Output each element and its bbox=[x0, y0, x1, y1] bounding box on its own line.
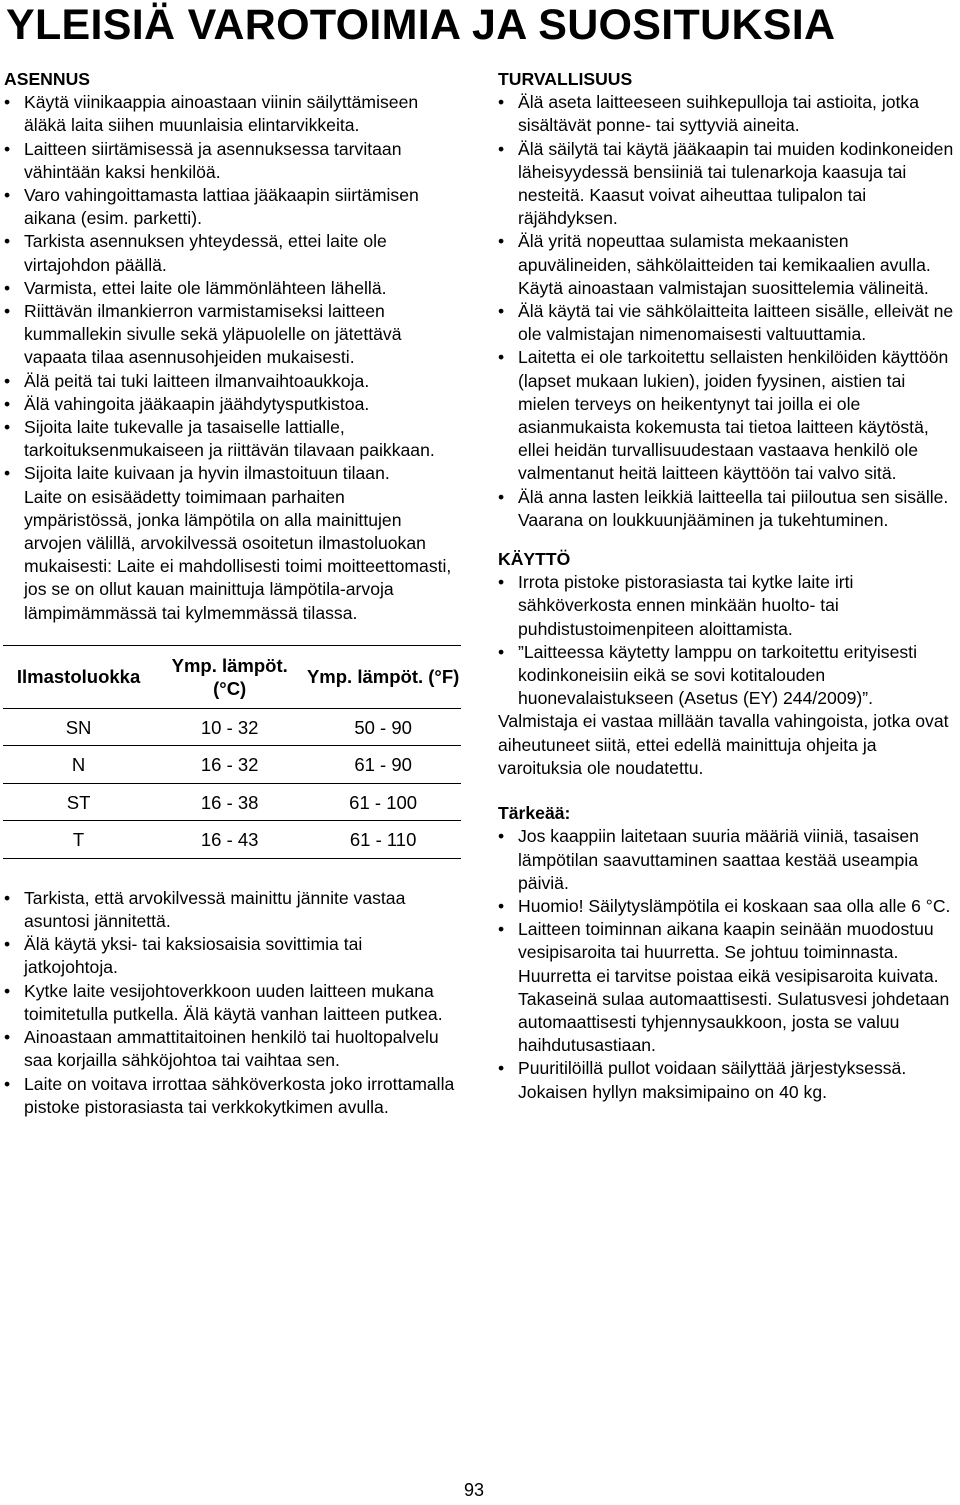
list-item: • Laitteen toiminnan aikana kaapin seinään muodostuu vesipisaroita tai huurretta. Se johtuu toiminnasta. Huurretta ei tarvitse poistaa eikä vesipisaroita kuivata. Takaseinä sulaa automaattisesti. Sulatusvesi johdetaan automaattisesti tyhjennysaukkoon, josta se valuu haihdutusastiaan. bbox=[498, 918, 960, 1057]
asennus-list bbox=[4, 91, 456, 485]
electrical-list bbox=[4, 887, 456, 1119]
kaytto-list bbox=[498, 571, 960, 710]
table-cell: 61 - 110 bbox=[305, 821, 461, 859]
column-header-climate-class: Ilmastoluokka bbox=[3, 645, 154, 708]
turvallisuus-list bbox=[498, 91, 960, 532]
list-item: • Huomio! Säilytyslämpötila ei koskaan saa olla alle 6 °C. bbox=[498, 895, 960, 918]
list-item: • Älä aseta laitteeseen suihkepulloja tai astioita, jotka sisältävät ponne- tai syttyviä aineita. bbox=[498, 91, 960, 137]
list-item: • Varo vahingoittamasta lattiaa jääkaapin siirtämisen aikana (esim. parketti). bbox=[4, 184, 456, 230]
liability-paragraph: Valmistaja ei vastaa millään tavalla vahingoista, jotka ovat aiheutuneet siitä, ettei edellä mainittuja ohjeita ja varoituksia ole noudatettu. bbox=[498, 711, 949, 778]
spacer bbox=[498, 780, 960, 802]
table-cell: 61 - 100 bbox=[305, 783, 461, 821]
left-column bbox=[4, 68, 460, 1119]
kaytto-heading: KÄYTTÖ bbox=[498, 549, 571, 570]
tarkeaa-list bbox=[498, 825, 960, 1103]
list-item: • Jos kaappiin laitetaan suuria määriä viiniä, tasaisen lämpötilan saavuttaminen saattaa kestää useampia päiviä. bbox=[498, 825, 960, 895]
list-item: • Älä säilytä tai käytä jääkaapin tai muiden kodinkoneiden läheisyydessä bensiiniä tai tulenarkoja kaasuja tai nesteitä. Kaasut voivat aiheuttaa tulipalon tai räjähdyksen. bbox=[498, 138, 960, 231]
list-item: • Riittävän ilmankierron varmistamiseksi laitteen kummallekin sivulle sekä yläpuolelle on jätettävä vapaata tilaa asennusohjeiden mukaisesti. bbox=[4, 300, 456, 370]
list-item: • Sijoita laite tukevalle ja tasaiselle lattialle, tarkoituksenmukaiseen ja riittävän tilavaan paikkaan. bbox=[4, 416, 456, 462]
list-item: • Älä anna lasten leikkiä laitteella tai piiloutua sen sisälle. Vaarana on loukkuunjääminen ja tukehtuminen. bbox=[498, 486, 960, 532]
list-item: • Puuritilöillä pullot voidaan säilyttää järjestyksessä. Jokaisen hyllyn maksimipaino on 40 kg. bbox=[498, 1057, 960, 1103]
list-item: • Laite on voitava irrottaa sähköverkosta joko irrottamalla pistoke pistorasiasta tai verkkokytkimen avulla. bbox=[4, 1073, 456, 1119]
spacer bbox=[4, 859, 456, 887]
climate-paragraph: Laite on esisäädetty toimimaan parhaiten ympäristössä, jonka lämpötila on alla mainittujen arvojen välillä, arvokilvessä osoitetun ilmastoluokan mukaisesti: Laite ei mahdollisesti toimi moitteettomasti, jos se on ollut kauan mainittuja lämpötila-arvoja lämpimämmässä tai kylmemmässä tilassa. bbox=[24, 486, 452, 623]
list-item: • Varmista, ettei laite ole lämmönlähteen lähellä. bbox=[4, 277, 456, 300]
list-item: • Irrota pistoke pistorasiasta tai kytke laite irti sähköverkosta ennen minkään huolto- tai puhdistustoimenpiteen aloittamista. bbox=[498, 571, 960, 641]
turvallisuus-heading: TURVALLISUUS bbox=[498, 69, 633, 89]
asennus-heading: ASENNUS bbox=[4, 69, 91, 89]
list-item: • Älä peitä tai tuki laitteen ilmanvaihtoaukkoja. bbox=[4, 370, 456, 393]
table-cell: 61 - 90 bbox=[305, 746, 461, 784]
column-header-temp-f: Ymp. lämpöt. (°F) bbox=[305, 645, 461, 708]
list-item: • Käytä viinikaappia ainoastaan viinin säilyttämiseen äläkä laita siihen muunlaisia elintarvikkeita. bbox=[4, 91, 456, 137]
table-cell: 10 - 32 bbox=[154, 708, 305, 746]
table-cell: 16 - 32 bbox=[154, 746, 305, 784]
table-cell: 16 - 38 bbox=[154, 783, 305, 821]
list-item: • Älä yritä nopeuttaa sulamista mekaanisten apuvälineiden, sähkölaitteiden tai kemikaalien avulla. Käytä ainoastaan valmistajan suosittelemia välineitä. bbox=[498, 230, 960, 300]
list-item: • Älä käytä tai vie sähkölaitteita laitteen sisälle, elleivät ne ole valmistajan nimenomaisesti valtuuttamia. bbox=[498, 300, 960, 346]
list-item: • Ainoastaan ammattitaitoinen henkilö tai huoltopalvelu saa korjailla sähköjohtoa tai vaihtaa sen. bbox=[4, 1026, 456, 1072]
table-cell: 16 - 43 bbox=[154, 821, 305, 859]
list-item: • Kytke laite vesijohtoverkkoon uuden laitteen mukana toimitetulla putkella. Älä käytä vanhan laitteen putkea. bbox=[4, 980, 456, 1026]
column-header-temp-c: Ymp. lämpöt. (°C) bbox=[154, 645, 305, 708]
table-cell: 50 - 90 bbox=[305, 708, 461, 746]
list-item: • Sijoita laite kuivaan ja hyvin ilmastoituun tilaan. bbox=[4, 462, 456, 485]
table-header-row bbox=[3, 645, 461, 708]
page-title: YLEISIÄ VAROTOIMIA JA SUOSITUKSIA bbox=[6, 1, 836, 49]
table-row bbox=[3, 821, 461, 859]
list-item: • Älä käytä yksi- tai kaksiosaisia sovittimia tai jatkojohtoja. bbox=[4, 933, 456, 979]
right-column bbox=[498, 68, 960, 1104]
list-item: • Älä vahingoita jääkaapin jäähdytysputkistoa. bbox=[4, 393, 456, 416]
list-item: • Tarkista, että arvokilvessä mainittu jännite vastaa asuntosi jännitettä. bbox=[4, 887, 456, 933]
table-cell: N bbox=[3, 746, 154, 784]
table-cell: T bbox=[3, 821, 154, 859]
page-number: 93 bbox=[464, 1480, 485, 1500]
table-row bbox=[3, 746, 461, 784]
list-item: • Tarkista asennuksen yhteydessä, ettei laite ole virtajohdon päällä. bbox=[4, 230, 456, 276]
climate-class-table bbox=[3, 645, 461, 859]
tarkeaa-heading: Tärkeää: bbox=[498, 803, 571, 824]
list-item: • ”Laitteessa käytetty lamppu on tarkoitettu erityisesti kodinkoneisiin eikä se sovi kotitalouden huonevalaistukseen (Asetus (EY) 244/2009)”. bbox=[498, 641, 960, 711]
list-item: • Laitetta ei ole tarkoitettu sellaisten henkilöiden käyttöön (lapset mukaan lukien), joiden fyysinen, aistien tai mielen terveys on heikentynyt tai joilla ei ole asianmukaista kokemusta tai tietoa laitteen käytöstä, ellei heidän turvallisuudestaan vastaava henkilö ole valmentanut heitä laitteen käyttöön tai valvo sitä. bbox=[498, 346, 960, 485]
table-row bbox=[3, 708, 461, 746]
list-item: • Laitteen siirtämisessä ja asennuksessa tarvitaan vähintään kaksi henkilöä. bbox=[4, 138, 456, 184]
table-row bbox=[3, 783, 461, 821]
spacer bbox=[498, 532, 960, 548]
table-cell: ST bbox=[3, 783, 154, 821]
table-cell: SN bbox=[3, 708, 154, 746]
